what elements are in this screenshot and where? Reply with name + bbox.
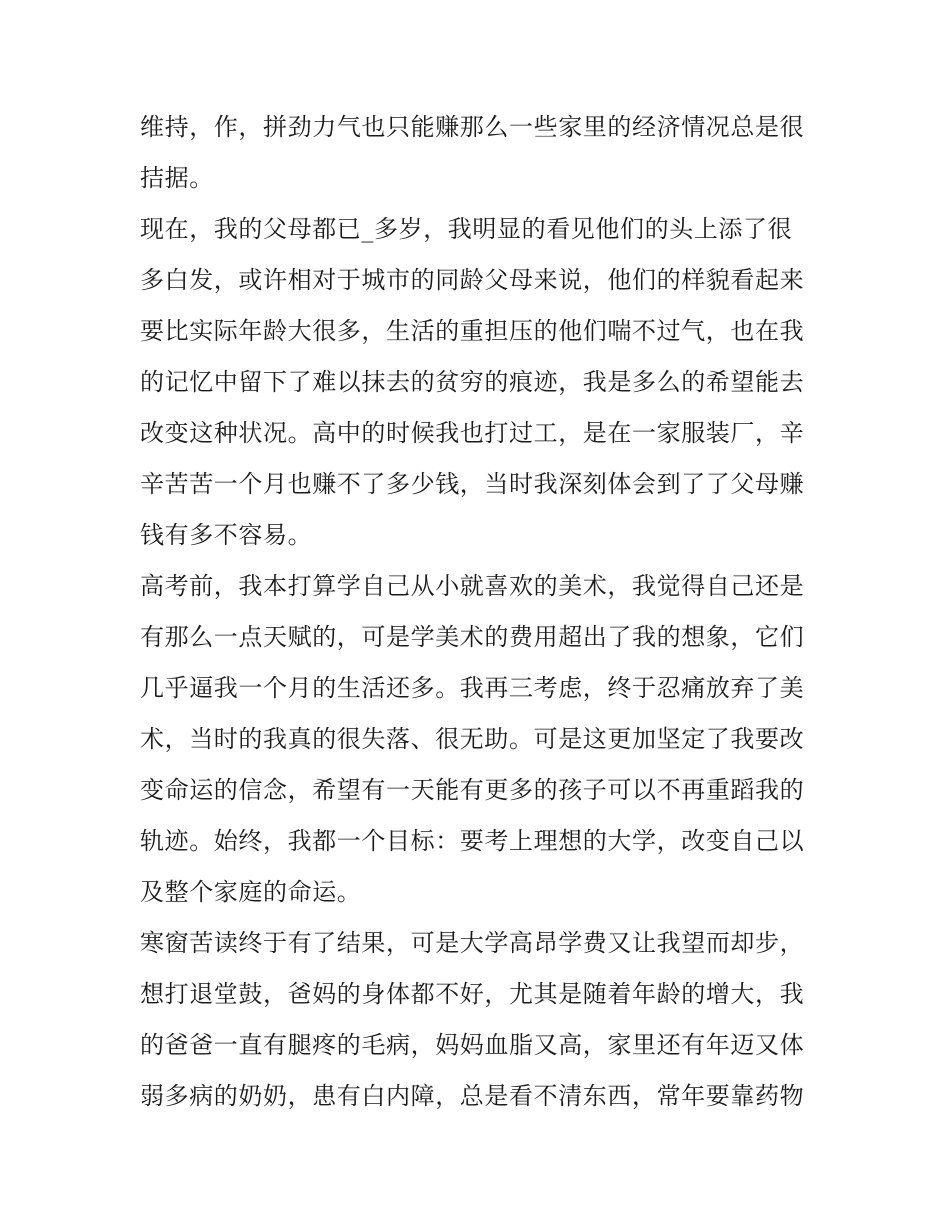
text-line: 维持，作，拼劲力气也只能赚那么一些家里的经济情况总是很	[140, 113, 805, 141]
text-line: 多白发，或许相对于城市的同龄父母来说，他们的样貌看起来	[140, 266, 805, 294]
text-line: 辛苦苦一个月也赚不了多少钱，当时我深刻体会到了了父母赚	[140, 470, 805, 498]
document-body	[140, 102, 810, 1122]
text-line: 弱多病的奶奶，患有白内障，总是看不清东西，常年要靠药物	[140, 1082, 805, 1110]
text-line: 要比实际年龄大很多，生活的重担压的他们喘不过气，也在我	[140, 317, 805, 345]
text-line: 轨迹。始终，我都一个目标：要考上理想的大学，改变自己以	[140, 827, 805, 855]
text-line: 钱有多不容易。	[140, 521, 313, 549]
text-line: 改变这种状况。高中的时候我也打过工，是在一家服装厂，辛	[140, 419, 805, 447]
text-line: 变命运的信念，希望有一天能有更多的孩子可以不再重蹈我的	[140, 776, 805, 804]
text-line: 及整个家庭的命运。	[140, 878, 362, 906]
text-line: 现在，我的父母都已_多岁，我明显的看见他们的头上添了很	[140, 215, 793, 243]
text-line: 的爸爸一直有腿疼的毛病，妈妈血脂又高，家里还有年迈又体	[140, 1031, 805, 1059]
text-line: 的记忆中留下了难以抹去的贫穷的痕迹，我是多么的希望能去	[140, 368, 805, 396]
text-line: 拮据。	[140, 164, 214, 192]
text-line: 想打退堂鼓，爸妈的身体都不好，尤其是随着年龄的增大，我	[140, 980, 805, 1008]
text-line: 高考前，我本打算学自己从小就喜欢的美术，我觉得自己还是	[140, 572, 805, 600]
text-line: 几乎逼我一个月的生活还多。我再三考虑，终于忍痛放弃了美	[140, 674, 805, 702]
text-line: 寒窗苦读终于有了结果，可是大学高昂学费又让我望而却步，	[140, 929, 805, 957]
text-line: 有那么一点天赋的，可是学美术的费用超出了我的想象，它们	[140, 623, 805, 651]
text-line: 术，当时的我真的很失落、很无助。可是这更加坚定了我要改	[140, 725, 805, 753]
